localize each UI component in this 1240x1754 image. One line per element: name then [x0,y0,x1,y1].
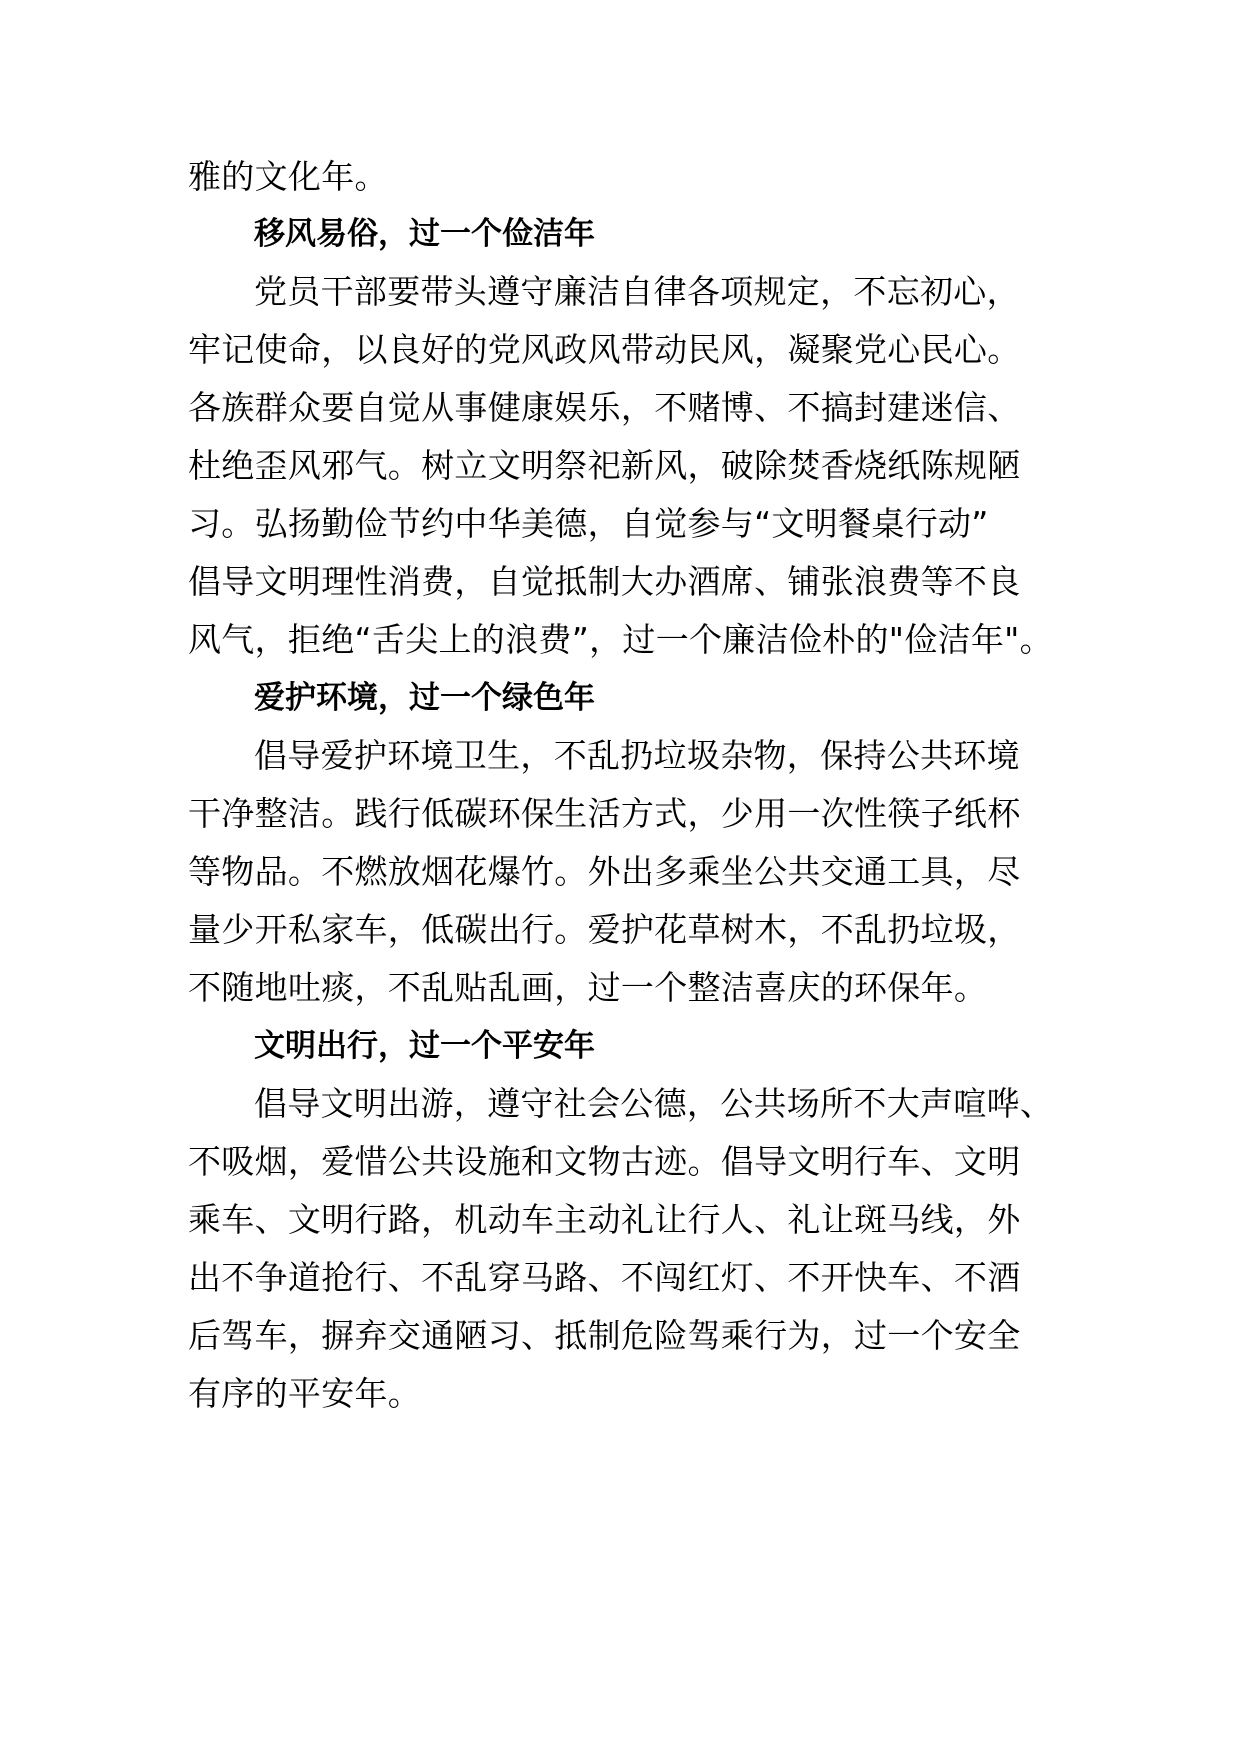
paragraph-line: 干净整洁。践行低碳环保生活方式，少用一次性筷子纸杯 [188,794,1021,833]
paragraph-line: 等物品。不燃放烟花爆竹。外出多乘坐公共交通工具，尽 [188,852,1021,891]
section-heading-green-year: 爱护环境，过一个绿色年 [254,680,595,716]
paragraph-line: 倡导文明出游，遵守社会公德，公共场所不大声喧哗、 [254,1084,1054,1123]
paragraph-line: 习。弘扬勤俭节约中华美德，自觉参与“文明餐桌行动” [188,504,989,543]
paragraph-line: 风气，拒绝“舌尖上的浪费”，过一个廉洁俭朴的"俭洁年"。 [188,620,1053,659]
paragraph-line: 出不争道抢行、不乱穿马路、不闯红灯、不开快车、不酒 [188,1258,1021,1297]
paragraph-line: 不随地吐痰，不乱贴乱画，过一个整洁喜庆的环保年。 [188,968,988,1007]
paragraph-line: 后驾车，摒弃交通陋习、抵制危险驾乘行为，过一个安全 [188,1316,1021,1355]
paragraph-line: 量少开私家车，低碳出行。爱护花草树木，不乱扔垃圾， [188,910,1021,949]
paragraph-line: 雅的文化年。 [188,157,388,196]
paragraph-line: 各族群众要自觉从事健康娱乐，不赌博、不搞封建迷信、 [188,388,1021,427]
paragraph-line: 有序的平安年。 [188,1374,422,1413]
section-heading-frugal-year: 移风易俗，过一个俭洁年 [254,216,595,252]
paragraph-line: 党员干部要带头遵守廉洁自律各项规定，不忘初心， [254,272,1020,311]
paragraph-line: 牢记使命，以良好的党风政风带动民风，凝聚党心民心。 [188,330,1021,369]
section-heading-safe-year: 文明出行，过一个平安年 [254,1028,595,1064]
paragraph-line: 杜绝歪风邪气。树立文明祭祀新风，破除焚香烧纸陈规陋 [188,446,1021,485]
paragraph-line: 乘车、文明行路，机动车主动礼让行人、礼让斑马线，外 [188,1200,1021,1239]
paragraph-line: 不吸烟，爱惜公共设施和文物古迹。倡导文明行车、文明 [188,1142,1021,1181]
paragraph-line: 倡导文明理性消费，自觉抵制大办酒席、铺张浪费等不良 [188,562,1021,601]
paragraph-line: 倡导爱护环境卫生，不乱扔垃圾杂物，保持公共环境 [254,736,1020,775]
